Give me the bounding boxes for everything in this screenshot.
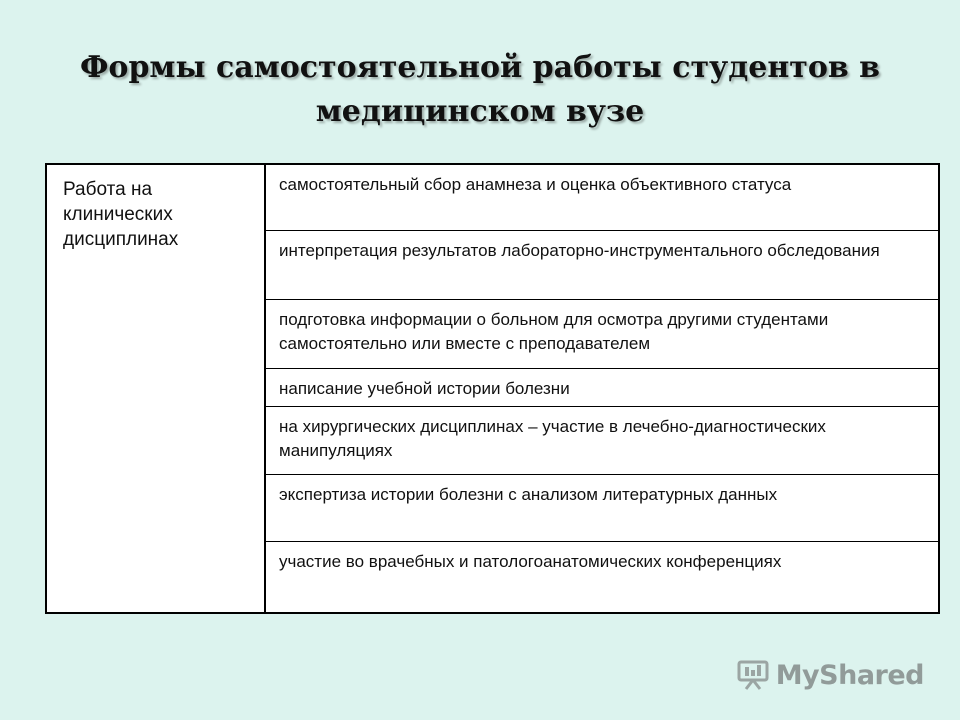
table-item: интерпретация результатов лабораторно-инструментального обследования xyxy=(265,230,939,299)
watermark xyxy=(736,658,924,692)
presentation-board-icon xyxy=(736,658,770,692)
table-item: подготовка информации о больном для осмотра другими студентами самостоятельно или вместе с преподавателем xyxy=(265,299,939,368)
watermark-text: MyShared xyxy=(775,659,924,691)
slide-title: Формы самостоятельной работы студентов в медицинском вузе xyxy=(79,50,881,129)
table-item: самостоятельный сбор анамнеза и оценка объективного статуса xyxy=(265,164,939,230)
table-row xyxy=(46,164,939,230)
table-item: написание учебной истории болезни xyxy=(265,368,939,406)
table-item: участие во врачебных и патологоанатомических конференциях xyxy=(265,541,939,613)
forms-table xyxy=(45,163,940,614)
table-item: экспертиза истории болезни с анализом литературных данных xyxy=(265,474,939,541)
table-item: на хирургических дисциплинах – участие в лечебно-диагностических манипуляциях xyxy=(265,406,939,474)
category-cell: Работа на клинических дисциплинах xyxy=(46,164,265,613)
